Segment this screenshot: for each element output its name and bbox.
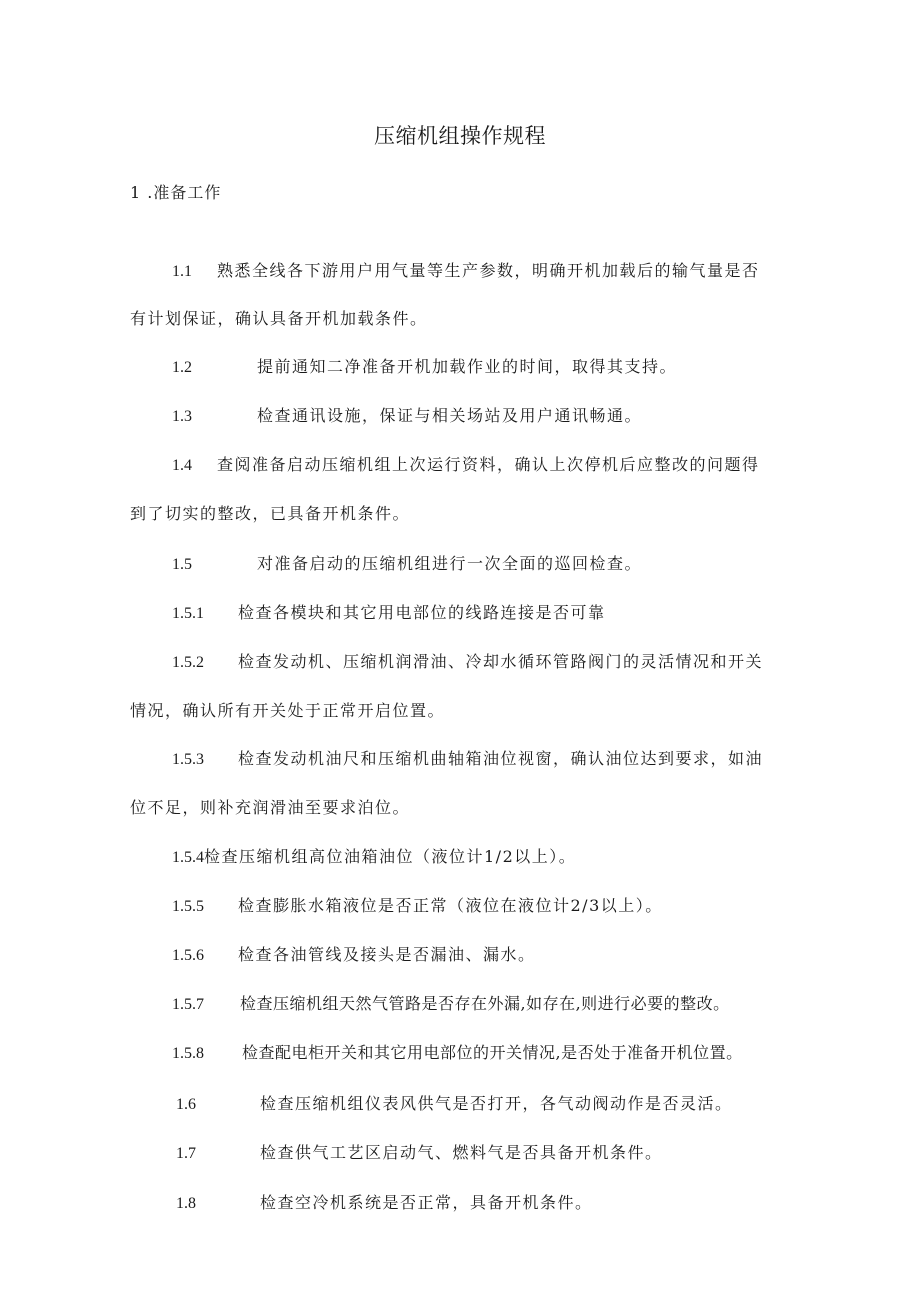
document-title: 压缩机组操作规程 — [374, 124, 546, 148]
item-text: 检查空冷机系统是否正常，具备开机条件。 — [260, 1193, 593, 1212]
list-item — [172, 991, 730, 1014]
list-item — [172, 452, 760, 475]
item-number: 1.5.3 — [172, 751, 204, 768]
item-text: 检查膨胀水箱液位是否正常（液位在液位计2/3以上）。 — [238, 896, 663, 915]
list-item — [172, 1040, 743, 1063]
list-item — [172, 600, 606, 623]
item-text: 检查供气工艺区启动气、燃料气是否具备开机条件。 — [260, 1143, 663, 1162]
item-number: 1.1 — [172, 263, 192, 280]
item-number: 1.5 — [172, 556, 192, 573]
list-item — [172, 844, 576, 867]
item-number: 1.4 — [172, 457, 192, 474]
item-text: 检查发动机、压缩机润滑油、冷却水循环管路阀门的灵活情况和开关 — [238, 652, 764, 671]
list-item — [172, 403, 642, 426]
section-heading: 1 .准备工作 — [130, 183, 222, 202]
list-item — [172, 649, 763, 672]
item-number: 1.5.4 — [172, 849, 204, 866]
item-text: 检查压缩机组仪表风供气是否打开，各气动阀动作是否灵活。 — [260, 1094, 733, 1113]
list-item — [172, 258, 760, 281]
item-text: 检查各油管线及接头是否漏油、漏水。 — [238, 945, 536, 964]
item-number: 1.7 — [176, 1145, 196, 1162]
item-continuation: 有计划保证，确认具备开机加载条件。 — [130, 309, 428, 328]
list-item — [172, 551, 642, 574]
list-item — [176, 1091, 733, 1114]
item-number: 1.6 — [176, 1096, 196, 1113]
item-text: 检查各模块和其它用电部位的线路连接是否可靠 — [238, 603, 606, 622]
item-text: 提前通知二净准备开机加载作业的时间，取得其支持。 — [257, 357, 678, 376]
item-text: 检查压缩机组高位油箱油位（液位计1/2以上）。 — [204, 847, 577, 866]
item-number: 1.5.1 — [172, 605, 204, 622]
list-item — [172, 746, 763, 769]
list-item — [172, 942, 536, 965]
list-item — [172, 354, 677, 377]
item-number: 1.5.2 — [172, 654, 204, 671]
item-text: 查阅准备启动压缩机组上次运行资料，确认上次停机后应整改的问题得 — [217, 455, 760, 474]
item-number: 1.2 — [172, 359, 192, 376]
item-continuation: 位不足，则补充润滑油至要求泊位。 — [130, 798, 411, 817]
item-text: 检查配电柜开关和其它用电部位的开关情况,是否处于准备开机位置。 — [242, 1043, 743, 1062]
item-number: 1.3 — [172, 408, 192, 425]
list-item — [172, 893, 663, 916]
item-text: 检查通讯设施，保证与相关场站及用户通讯畅通。 — [257, 406, 643, 425]
item-continuation: 情况，确认所有开关处于正常开启位置。 — [130, 701, 446, 720]
item-number: 1.8 — [176, 1195, 196, 1212]
item-continuation: 到了切实的整改，已具备开机条件。 — [130, 504, 411, 523]
item-number: 1.5.5 — [172, 898, 204, 915]
list-item — [176, 1190, 593, 1213]
item-number: 1.5.7 — [172, 996, 204, 1013]
item-text: 检查压缩机组天然气管路是否存在外漏,如存在,则进行必要的整改。 — [240, 994, 730, 1013]
item-text: 对准备启动的压缩机组进行一次全面的巡回检查。 — [257, 554, 643, 573]
item-number: 1.5.8 — [172, 1045, 204, 1062]
item-text: 熟悉全线各下游用户用气量等生产参数，明确开机加载后的输气量是否 — [217, 261, 760, 280]
item-text: 检查发动机油尺和压缩机曲轴箱油位视窗，确认油位达到要求，如油 — [238, 749, 764, 768]
item-number: 1.5.6 — [172, 947, 204, 964]
list-item — [176, 1140, 663, 1163]
